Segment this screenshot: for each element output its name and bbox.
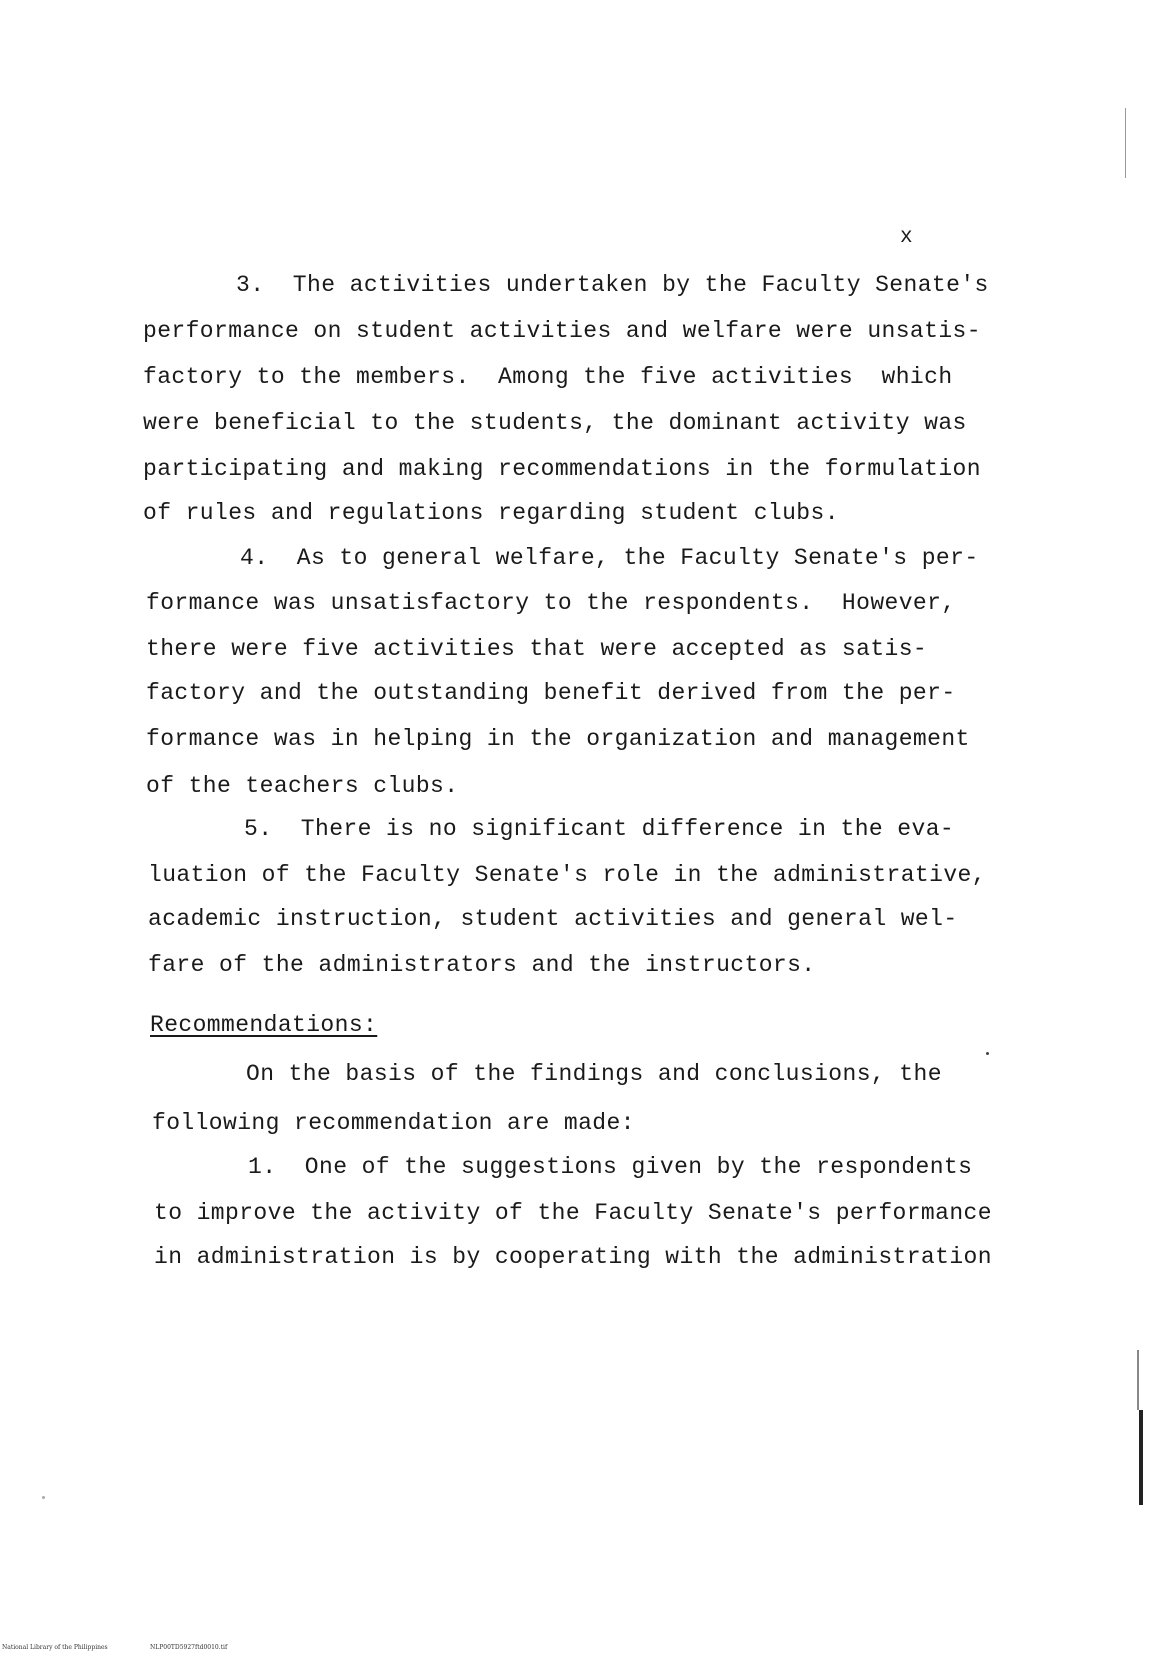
text-line: performance on student activities and welfare were unsatis- xyxy=(143,318,981,344)
text-line: there were five activities that were accepted as satis- xyxy=(146,636,928,662)
text-line: 3. The activities undertaken by the Faculty Senate's xyxy=(236,272,989,298)
text-line: to improve the activity of the Faculty Senate's performance xyxy=(154,1200,992,1226)
text-line: of rules and regulations regarding student clubs. xyxy=(143,500,839,526)
text-line: of the teachers clubs. xyxy=(146,773,459,799)
text-line: formance was in helping in the organization and management xyxy=(146,726,970,752)
text-line: 1. One of the suggestions given by the respondents xyxy=(248,1154,973,1180)
text-line: in administration is by cooperating with the administration xyxy=(154,1244,992,1270)
text-line: academic instruction, student activities and general wel- xyxy=(148,906,958,932)
scan-speckle xyxy=(42,1496,45,1499)
text-line: factory to the members. Among the five activities which xyxy=(143,364,953,390)
text-line: were beneficial to the students, the dominant activity was xyxy=(143,410,967,436)
text-line: fare of the administrators and the instructors. xyxy=(148,952,816,978)
text-line: participating and making recommendations in the formulation xyxy=(143,456,981,482)
scan-speckle xyxy=(986,1052,989,1055)
text-line: formance was unsatisfactory to the respondents. However, xyxy=(146,590,956,616)
recommendations-heading: Recommendations: xyxy=(150,1012,378,1038)
text-line: factory and the outstanding benefit derived from the per- xyxy=(146,680,956,706)
text-line: following recommendation are made: xyxy=(152,1110,635,1136)
scan-edge-mark xyxy=(1139,1410,1143,1505)
footer-file: NLP00TD5927ftd0010.tif xyxy=(150,1644,228,1651)
footer-library: National Library of the Philippines xyxy=(2,1644,108,1651)
text-line: luation of the Faculty Senate's role in the administrative, xyxy=(148,862,986,888)
text-line: 5. There is no significant difference in the eva- xyxy=(244,816,955,842)
text-line: 4. As to general welfare, the Faculty Senate's per- xyxy=(240,545,979,571)
scan-edge-mark xyxy=(1125,108,1126,178)
scan-edge-mark xyxy=(1137,1350,1139,1410)
text-line: On the basis of the findings and conclusions, the xyxy=(246,1061,942,1087)
page-number: x xyxy=(900,226,913,249)
